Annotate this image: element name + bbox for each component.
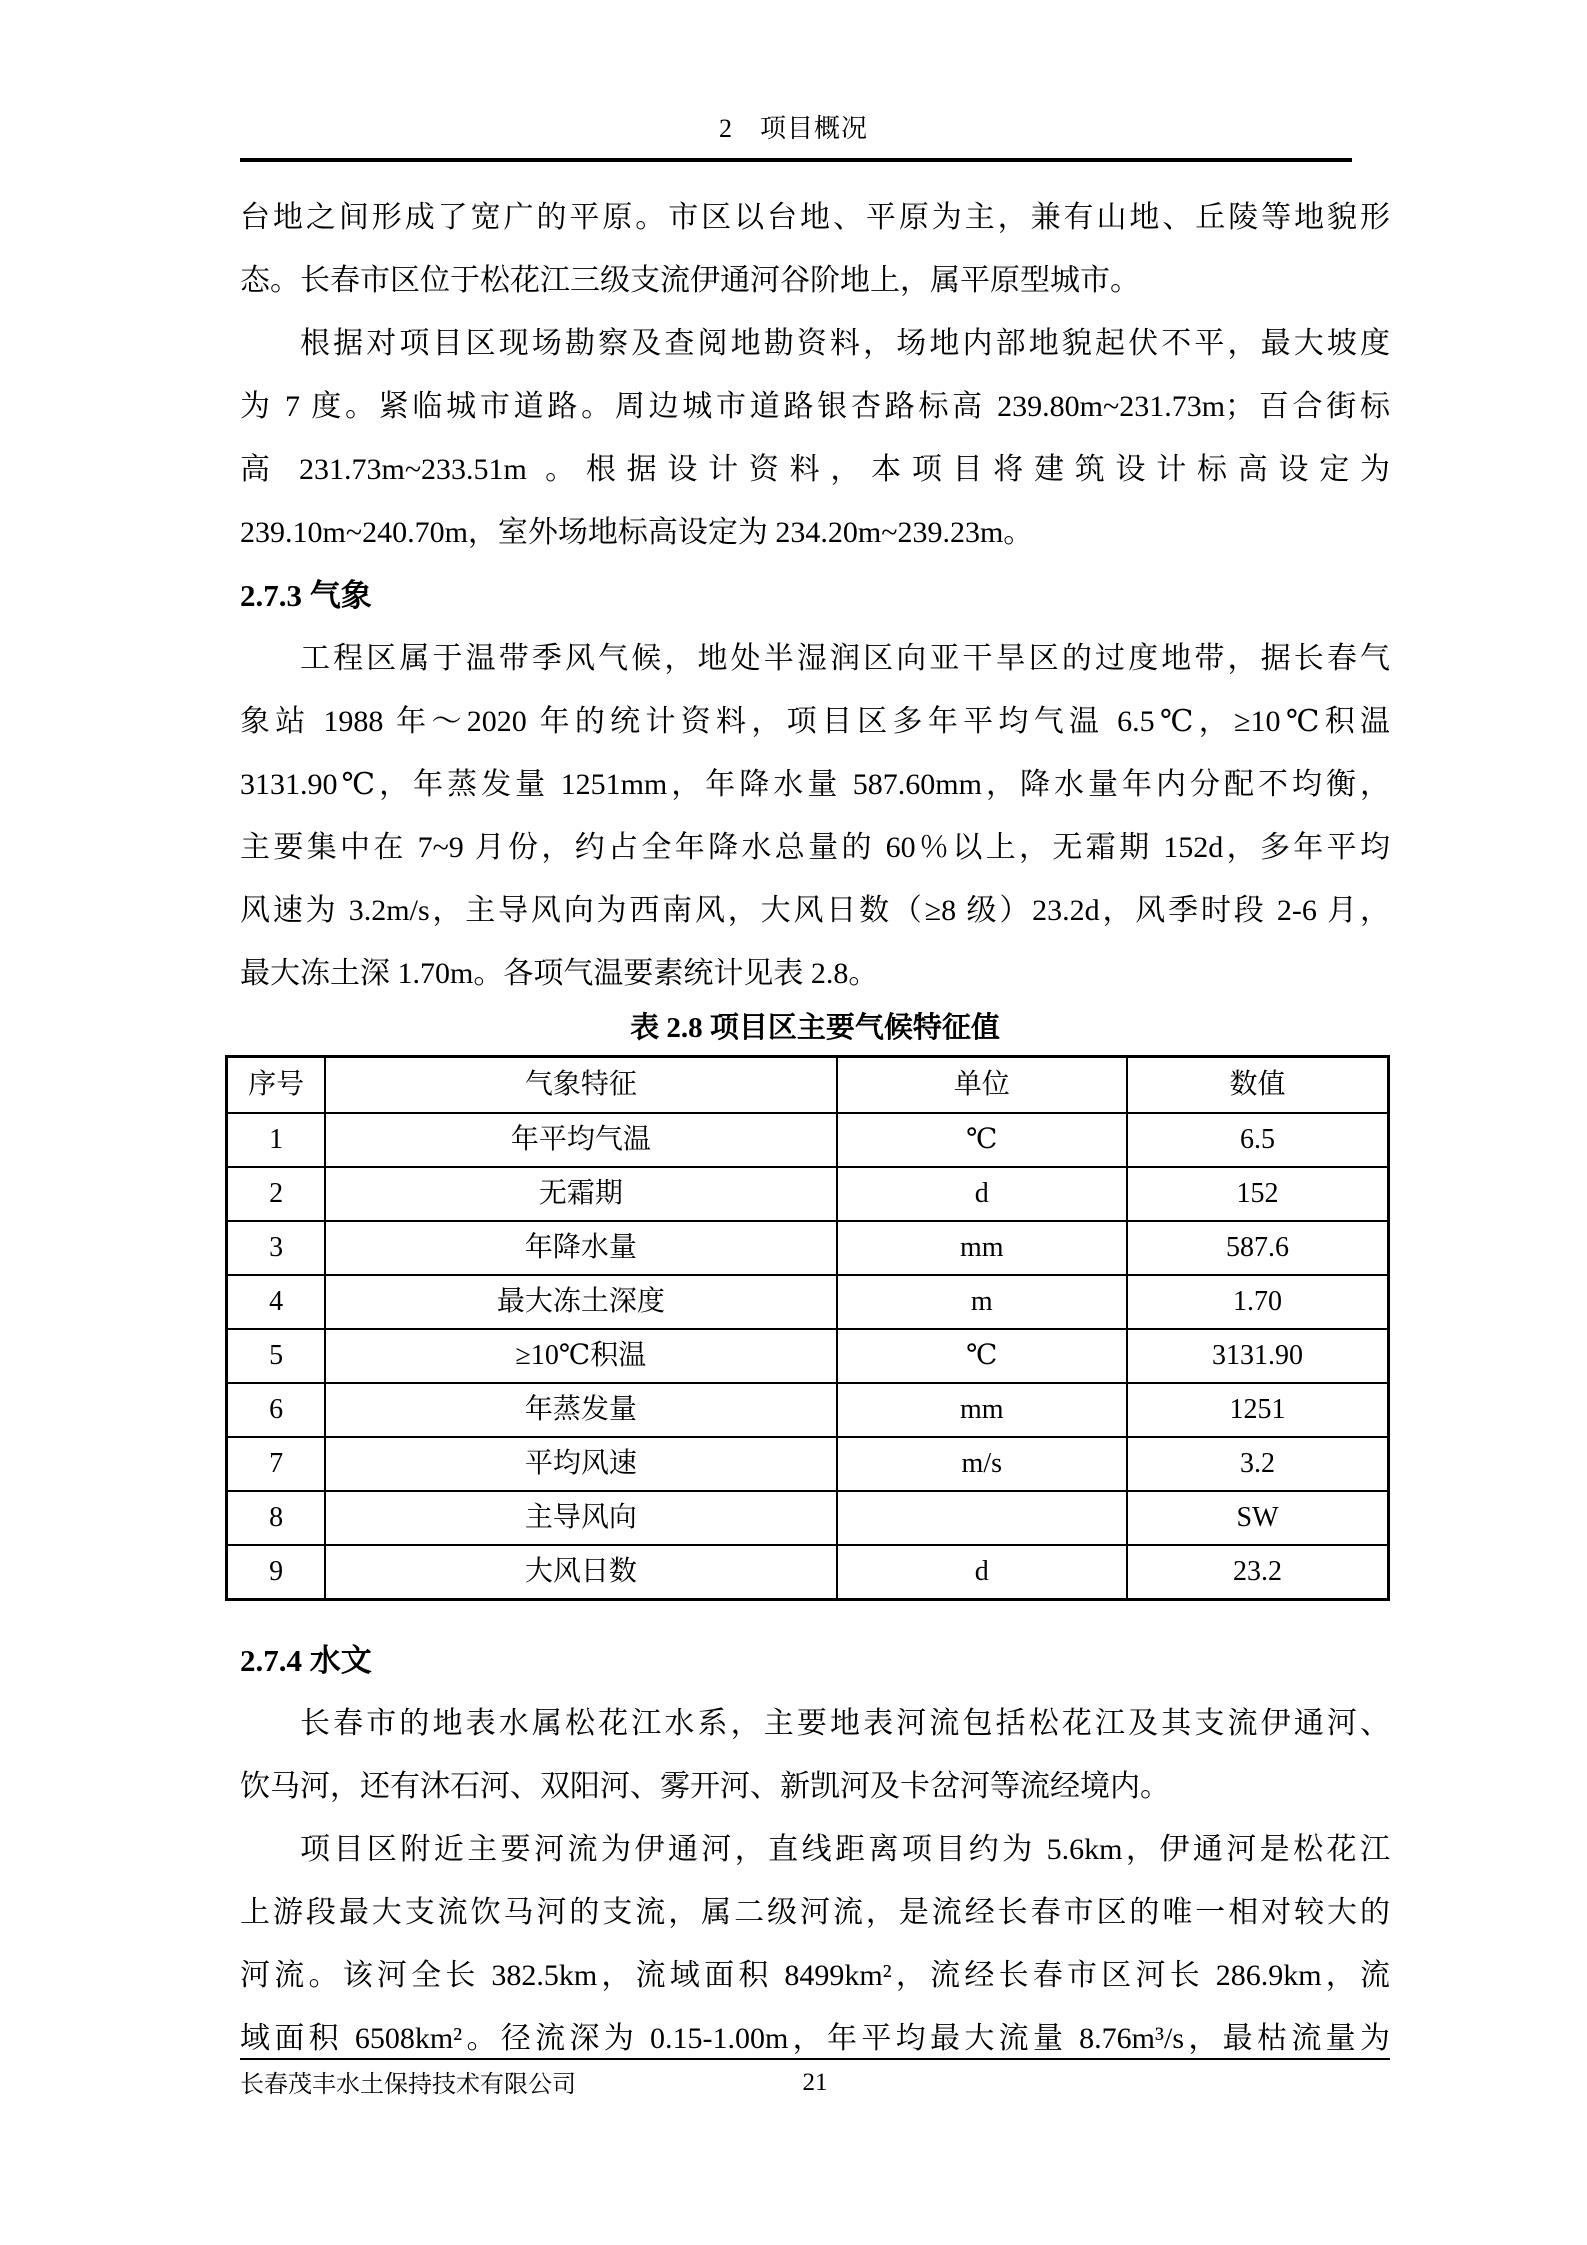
table-cell: 大风日数 <box>325 1545 836 1600</box>
chapter-header-title: 2 项目概况 <box>718 114 868 143</box>
text-line: 为 7 度。紧临城市道路。周边城市道路银杏路标高 239.80m~231.73m；百合街标 <box>240 390 1390 423</box>
page-header <box>0 0 1587 162</box>
table-row <box>227 1383 1389 1437</box>
table-cell: ℃ <box>837 1329 1128 1383</box>
table-row <box>227 1545 1389 1600</box>
table-cell: 主导风向 <box>325 1491 836 1545</box>
paragraph-water-system <box>240 1692 1390 1818</box>
table-cell: 5 <box>227 1329 326 1383</box>
table-header-cell: 序号 <box>227 1057 326 1114</box>
table-cell: 7 <box>227 1437 326 1491</box>
table-header-cell: 单位 <box>837 1057 1128 1114</box>
table-cell: 3131.90 <box>1127 1329 1388 1383</box>
text-line: 河流。该河全长 382.5km，流域面积 8499km²，流经长春市区河长 286.9km，流 <box>240 1959 1390 1992</box>
text-line: 饮马河，还有沐石河、双阳河、雾开河、新凯河及卡岔河等流经境内。 <box>240 1770 1170 1803</box>
text-line: 台地之间形成了宽广的平原。市区以台地、平原为主，兼有山地、丘陵等地貌形 <box>240 201 1390 234</box>
text-line: 态。长春市区位于松花江三级支流伊通河谷阶地上，属平原型城市。 <box>240 264 1140 297</box>
text-line: 工程区属于温带季风气候，地处半湿润区向亚干旱区的过度地带，据长春气 <box>300 642 1390 675</box>
document-body <box>240 186 1390 2070</box>
table-cell: 23.2 <box>1127 1545 1388 1600</box>
header-rule <box>240 158 1352 162</box>
table-header-cell: 数值 <box>1127 1057 1388 1114</box>
text-line: 最大冻土深 1.70m。各项气温要素统计见表 2.8。 <box>240 957 879 990</box>
section-heading-hydrology: 2.7.4 水文 <box>240 1643 372 1678</box>
paragraph-yitong-river <box>240 1818 1390 2070</box>
table-row <box>227 1221 1389 1275</box>
table-row <box>227 1113 1389 1167</box>
table-row <box>227 1167 1389 1221</box>
paragraph-site-survey <box>240 312 1390 564</box>
table-cell: 1251 <box>1127 1383 1388 1437</box>
table-cell: 最大冻土深度 <box>325 1275 836 1329</box>
table-cell: 8 <box>227 1491 326 1545</box>
table-cell: 1 <box>227 1113 326 1167</box>
table-cell: 1.70 <box>1127 1275 1388 1329</box>
section-heading-meteorology: 2.7.3 气象 <box>240 578 372 613</box>
text-line: 域面积 6508km²。径流深为 0.15-1.00m，年平均最大流量 8.76m³/s，最枯流量为 <box>240 2022 1390 2055</box>
table-row <box>227 1437 1389 1491</box>
table-cell: 年降水量 <box>325 1221 836 1275</box>
table-cell: m/s <box>837 1437 1128 1491</box>
table-cell: 平均风速 <box>325 1437 836 1491</box>
table-row <box>227 1275 1389 1329</box>
table-cell: ℃ <box>837 1113 1128 1167</box>
page-footer <box>240 2058 1390 2120</box>
table-2-8-title: 表 2.8 项目区主要气候特征值 <box>630 1012 1000 1044</box>
text-line: 风速为 3.2m/s，主导风向为西南风，大风日数（≥8 级）23.2d，风季时段 2-6 月， <box>240 894 1390 927</box>
table-header-cell: 气象特征 <box>325 1057 836 1114</box>
table-cell: SW <box>1127 1491 1388 1545</box>
table-cell: 587.6 <box>1127 1221 1388 1275</box>
table-2-8 <box>225 1055 1390 1601</box>
table-cell <box>837 1491 1128 1545</box>
table-cell: mm <box>837 1221 1128 1275</box>
text-line: 主要集中在 7~9 月份，约占全年降水总量的 60％以上，无霜期 152d，多年平均 <box>240 831 1390 864</box>
table-cell: 年蒸发量 <box>325 1383 836 1437</box>
text-line: 长春市的地表水属松花江水系，主要地表河流包括松花江及其支流伊通河、 <box>300 1707 1390 1740</box>
table-cell: mm <box>837 1383 1128 1437</box>
table-cell: 无霜期 <box>325 1167 836 1221</box>
table-row <box>227 1491 1389 1545</box>
table-cell: 9 <box>227 1545 326 1600</box>
table-cell: 6 <box>227 1383 326 1437</box>
text-line: 239.10m~240.70m，室外场地标高设定为 234.20m~239.23m。 <box>240 516 1034 549</box>
table-cell: 6.5 <box>1127 1113 1388 1167</box>
text-line: 高 231.73m~233.51m 。根据设计资料，本项目将建筑设计标高设定为 <box>240 453 1390 486</box>
text-line: 3131.90℃，年蒸发量 1251mm，年降水量 587.60mm，降水量年内分配不均衡， <box>240 768 1390 801</box>
paragraph-climate <box>240 627 1390 1005</box>
table-header-row <box>227 1057 1389 1114</box>
table-cell: 3.2 <box>1127 1437 1388 1491</box>
table-cell: ≥10℃积温 <box>325 1329 836 1383</box>
table-cell: 2 <box>227 1167 326 1221</box>
table-cell: 年平均气温 <box>325 1113 836 1167</box>
footer-company-name: 长春茂丰水土保持技术有限公司 <box>240 2072 576 2098</box>
text-line: 象站 1988 年～2020 年的统计资料，项目区多年平均气温 6.5℃，≥10℃积温 <box>240 705 1390 738</box>
table-cell: m <box>837 1275 1128 1329</box>
text-line: 项目区附近主要河流为伊通河，直线距离项目约为 5.6km，伊通河是松花江 <box>300 1833 1390 1866</box>
text-line: 上游段最大支流饮马河的支流，属二级河流，是流经长春市区的唯一相对较大的 <box>240 1896 1390 1929</box>
table-cell: 3 <box>227 1221 326 1275</box>
table-cell: 152 <box>1127 1167 1388 1221</box>
paragraph-landform <box>240 186 1390 312</box>
table-cell: 4 <box>227 1275 326 1329</box>
page-number: 21 <box>802 2069 828 2096</box>
table-row <box>227 1329 1389 1383</box>
text-line: 根据对项目区现场勘察及查阅地勘资料，场地内部地貌起伏不平，最大坡度 <box>300 327 1390 360</box>
table-cell: d <box>837 1545 1128 1600</box>
table-cell: d <box>837 1167 1128 1221</box>
